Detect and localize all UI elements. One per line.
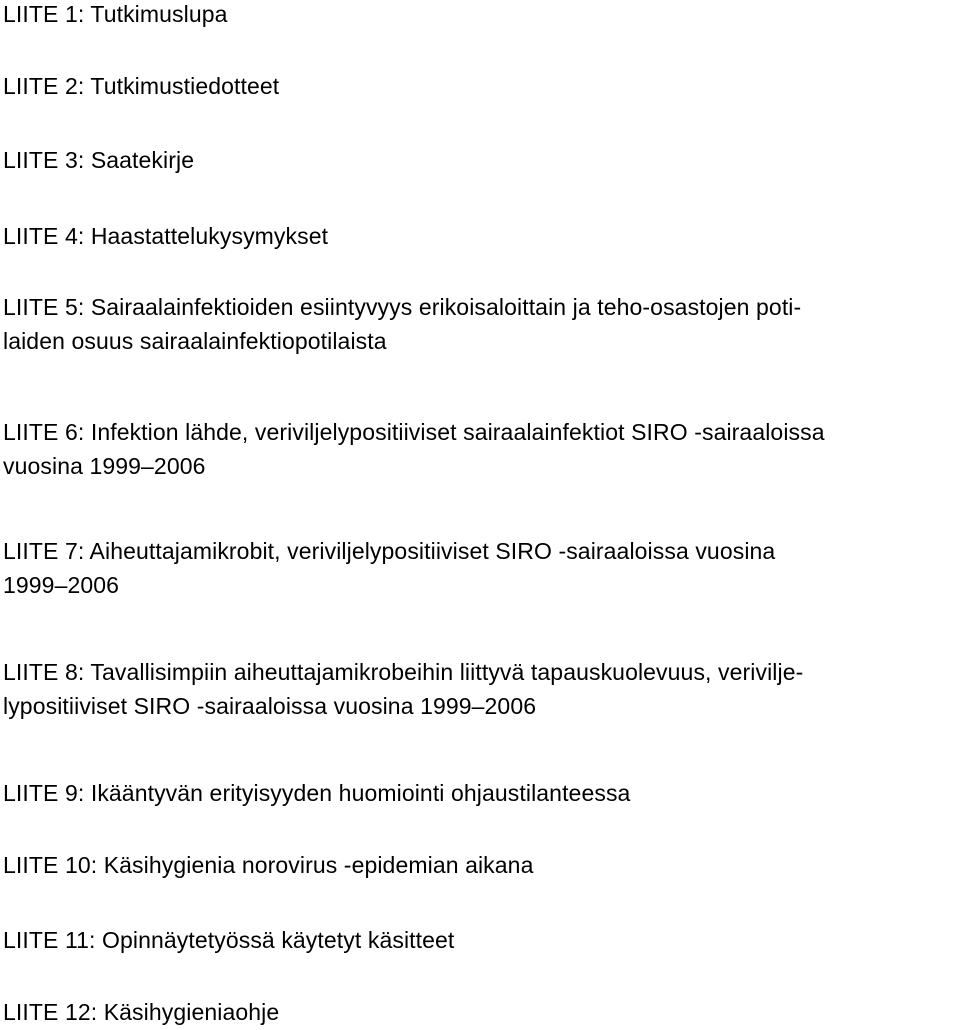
appendix-item-10 (3, 848, 958, 882)
appendix-item-4 (3, 219, 958, 253)
appendix-line: LIITE 11: Opinnäytetyössä käytetyt käsitteet (3, 927, 455, 953)
appendix-line: LIITE 1: Tutkimuslupa (3, 1, 228, 27)
appendix-line: LIITE 10: Käsihygienia norovirus -epidemian aikana (3, 852, 534, 878)
appendix-line: 1999–2006 (3, 572, 120, 598)
appendix-line: LIITE 7: Aiheuttajamikrobit, veriviljelypositiiviset SIRO -sairaaloissa vuosina (3, 538, 776, 564)
appendix-item-1 (3, 0, 958, 31)
appendix-item-5 (3, 290, 958, 358)
appendix-line: vuosina 1999–2006 (3, 453, 206, 479)
appendix-line: LIITE 3: Saatekirje (3, 147, 195, 173)
appendix-line: LIITE 9: Ikääntyvän erityisyyden huomiointi ohjaustilanteessa (3, 780, 631, 806)
appendix-line: LIITE 4: Haastattelukysymykset (3, 223, 329, 249)
appendix-line: LIITE 12: Käsihygieniaohje (3, 999, 280, 1025)
appendix-item-7 (3, 534, 958, 602)
appendix-line: LIITE 8: Tavallisimpiin aiheuttajamikrobeihin liittyvä tapauskuolevuus, verivilje- (3, 659, 804, 685)
appendix-item-2 (3, 69, 958, 103)
appendix-item-12 (3, 995, 958, 1029)
appendix-item-11 (3, 923, 958, 957)
appendix-line: LIITE 6: Infektion lähde, veriviljelypositiiviset sairaalainfektiot SIRO -sairaaloissa (3, 419, 825, 445)
appendix-line: LIITE 5: Sairaalainfektioiden esiintyvyys erikoisaloittain ja teho-osastojen poti- (3, 294, 802, 320)
appendix-line: laiden osuus sairaalainfektiopotilaista (3, 328, 387, 354)
appendix-item-6 (3, 415, 958, 483)
appendix-line: lypositiiviset SIRO -sairaaloissa vuosina 1999–2006 (3, 693, 537, 719)
appendix-item-3 (3, 143, 958, 177)
appendix-line: LIITE 2: Tutkimustiedotteet (3, 73, 280, 99)
appendix-item-8 (3, 655, 958, 723)
appendix-item-9 (3, 776, 958, 810)
